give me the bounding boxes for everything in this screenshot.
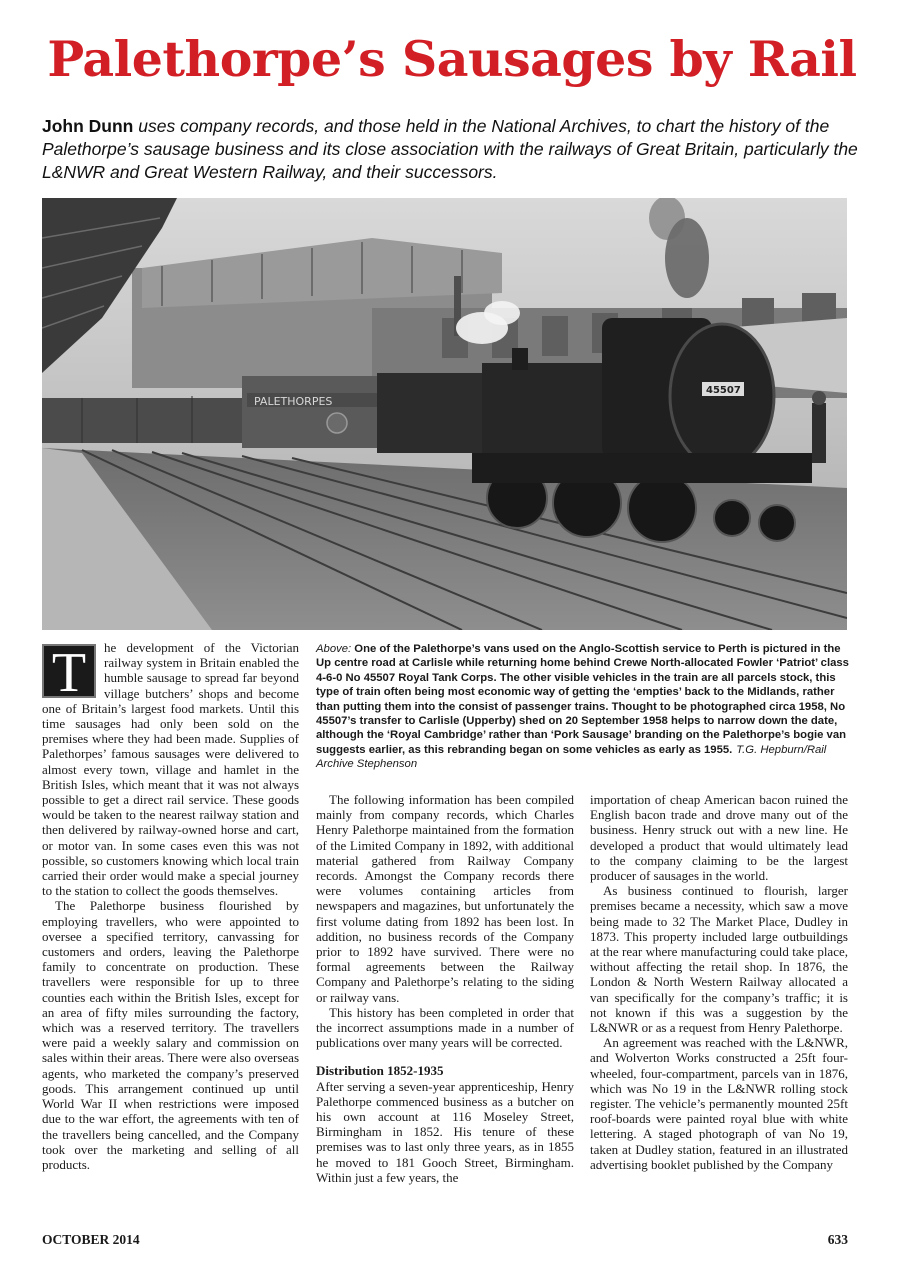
intro-text: uses company records, and those held in the National Archives, to chart the history of the Palethorpe’s sausage business and its close association with the railways of Great Britain, particularly the L&NWR and Great Western Railway, and their successors. [42, 116, 858, 182]
loco-number-plate: 45507 [706, 385, 741, 396]
train-photo [42, 198, 847, 630]
caption-prefix: Above: [316, 643, 352, 655]
intro-author: John Dunn [42, 116, 134, 136]
body-paragraph: This history has been completed in order that the incorrect assumptions made in a number of publications over many years will be corrected. [316, 1004, 574, 1051]
body-column-1 [42, 640, 299, 1172]
body-column-2 [316, 792, 574, 1185]
photo-caption [316, 642, 849, 772]
photo-credit: T.G. Hepburn/Rail Archive Stephenson [316, 743, 827, 771]
body-column-3 [590, 792, 848, 1172]
issue-date: OCTOBER 2014 [42, 1232, 140, 1247]
drop-cap: T [42, 644, 96, 698]
article-intro [42, 115, 862, 184]
caption-body: One of the Palethorpe’s vans used on the Anglo-Scottish service to Perth is pictured in the Up centre road at Carlisle while returning home behind Crewe North-allocated Fowler ‘Patriot’ class 4-6-0 No 45507 Royal Tank Corps. The other visible vehicles in the train are all parcels stock, this type of train often being most economic way of getting the ‘empties’ back to the Midlands, rather than putting them into the consist of passenger trains. Thought to be photographed circa 1958, No 45507’s transfer to Carlisle (Upperby) shed on 20 September 1958 helps to narrow down the date, although the ‘Royal Cambridge’ rather than ‘Pork Sausage’ branding on the Palethorpe’s bogie van suggests earlier, as this rebranding began on some vehicles as early as 1955. [316, 643, 849, 756]
page-number: 633 [827, 1232, 848, 1247]
article-title: Palethorpe’s Sausages by Rail [47, 30, 857, 88]
body-paragraph: An agreement was reached with the L&NWR, and Wolverton Works constructed a 25ft four-wheeled, four-compartment, parcels van in 1876, which was No 19 in the L&NWR rolling stock register. The vehicle’s permanently mounted 25ft roof-boards were painted royal blue with white lettering. A staged photograph of van No 19, taken at Dudley station, featured in an illustrated advertising booklet published by the Company [590, 1035, 848, 1172]
body-paragraph: importation of cheap American bacon ruined the English bacon trade and drove many out of the business. Henry struck out with a new line. He developed a product that would ultimately lead to the company claiming to be the largest producer of sausages in the world. [590, 792, 848, 884]
body-paragraph: he development of the Victorian railway system in Britain enabled the humble sausage to spread far beyond village butchers’ shops and become one of Britain’s largest food markets. Until this time sausages had only been sold on the premises where they had been made. Supplies of Palethorpes’ famous sausages were delivered to almost every town, village and hamlet in the British Isles, which meant that it was not always possible to get a direct rail service. These goods would be taken to the nearest railway station and then delivered by railway-owned horse and cart, or motor van. In some cases even this was not possible, so customers knowing which local train carried their order would make a special journey to the station to collect the goods themselves. [42, 640, 299, 899]
body-paragraph: As business continued to flourish, larger premises became a necessity, which saw a move being made to 32 The Market Place, Dudley in 1873. This property included large outbuildings at the rear where manufacturing could take place, without affecting the retail shop. In 1876, the London & North Western Railway allocated a van specifically for the company’s traffic; it is not known if this was a suggestion by the L&NWR or as a request from Henry Palethorpe. [590, 883, 848, 1036]
van-lettering: PALETHORPES [254, 395, 333, 408]
body-paragraph: The following information has been compiled mainly from company records, which Charles Henry Palethorpe maintained from the formation of the Limited Company in 1892, with additional material gathered from Railway Company records. Amongst the Company records there were volumes containing articles from newspapers and magazines, but unfortunately the first volume dating from 1892 has been lost. In addition, no business records of the Company prior to 1892 have survived. There were no formal agreements between the Railway Company and Palethorpe’s relating to the siding or railway vans. [316, 792, 574, 1005]
section-heading: Distribution 1852-1935 [316, 1063, 444, 1079]
body-paragraph: The Palethorpe business flourished by employing travellers, who were appointed to oversee a specified territory, canvassing for customers and orders, leaving the Palethorpe family to concentrate on production. These travellers were responsible for up to three counties each within the British Isles, except for an area of fifty miles surrounding the factory, which was a reserved territory. The travellers were paid a weekly salary and commission on sales within their areas. There were also overseas agents, who marketed the company’s preserved goods. This arrangement continued up until World War II when restrictions were imposed due to the war effort, the agreements with ten of the travellers being cancelled, and the Company took over the marketing and selling of all products. [42, 898, 299, 1172]
body-paragraph: After serving a seven-year apprenticeship, Henry Palethorpe commenced business as a butcher on his own account at 116 Moseley Street, Birmingham in 1852. His tenure of these premises was to last only three years, as in 1855 he moved to 181 Gooch Street, Birmingham. Within just a few years, the [316, 1078, 574, 1185]
